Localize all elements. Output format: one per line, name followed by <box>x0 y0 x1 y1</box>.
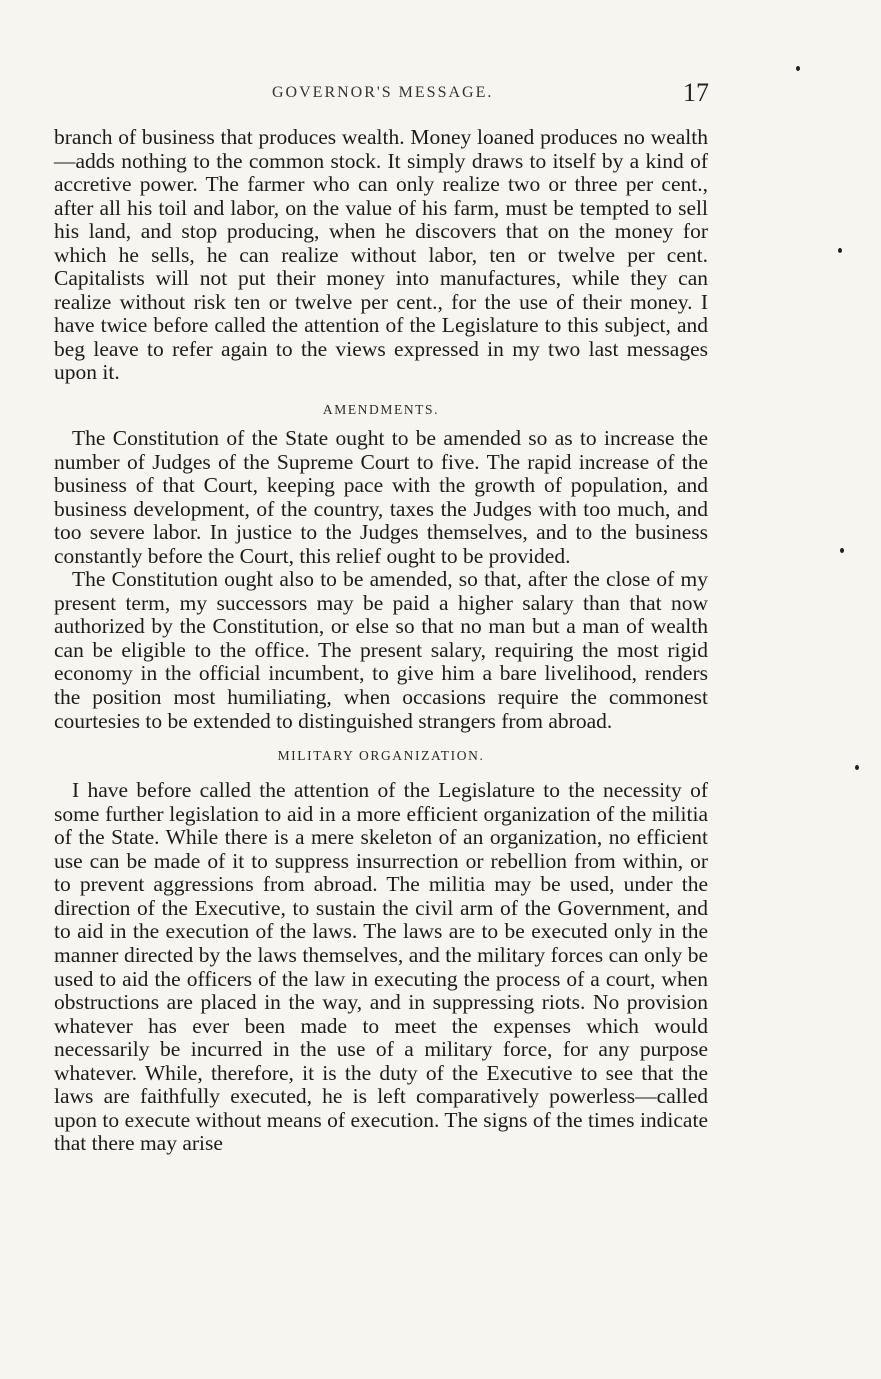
heading-amendments: AMENDMENTS. <box>322 402 440 418</box>
heading-military-organization: MILITARY ORGANIZATION. <box>277 748 485 764</box>
ink-speck <box>855 765 859 770</box>
paragraph-amendments-2: The Constitution ought also to be amended, so that, after the close of my present term, my successors may be paid a higher salary than that now authorized by the Constitution, or else so that no man but a man of wealth can be eligible to the office. The present salary, requiring the most rigid economy in the official incumbent, to give him a bare livelihood, renders the position most humiliating, when occasions require the commonest courtesies to be extended to distinguished strangers from abroad. <box>54 567 708 733</box>
running-title: GOVERNOR'S MESSAGE. <box>272 84 494 101</box>
ink-speck <box>840 548 844 553</box>
ink-speck <box>796 66 800 71</box>
paragraph-military: I have before called the attention of the Legislature to the necessity of some further legislation to aid in a more efficient organization of the militia of the State. While there is a mere skeleton of an organization, no efficient use can be made of it to suppress insurrection or rebellion from within, or to prevent aggressions from abroad. The militia may be used, under the direction of the Executive, to sustain the civil arm of the Government, and to aid in the execution of the laws. The laws are to be executed only in the manner directed by the laws themselves, and the military forces can only be used to aid the officers of the law in executing the process of a court, when obstructions are placed in the way, and in suppressing riots. No provision whatever has ever been made to meet the expenses which would necessarily be incurred in the use of a military force, for any purpose whatever. While, therefore, it is the duty of the Executive to see that the laws are faithfully executed, he is left comparatively powerless—called upon to execute without means of execution. The signs of the times indicate that there may arise <box>54 778 708 1156</box>
paragraph-continued: branch of business that produces wealth. Money loaned produces no wealth—adds nothing to the common stock. It simply draws to itself by a kind of accretive power. The farmer who can only realize two or three per cent., after all his toil and labor, on the value of his farm, must be tempted to sell his land, and stop producing, when he discovers that on the money for which he sells, he can realize without labor, ten or twelve per cent. Capitalists will not put their money into manufactures, while they can realize without risk ten or twelve per cent., for the use of their money. I have twice before called the attention of the Legislature to this subject, and beg leave to refer again to the views expressed in my two last messages upon it. <box>54 125 708 385</box>
running-head <box>0 78 881 112</box>
ink-speck <box>838 248 842 253</box>
page-number: 17 <box>683 78 709 107</box>
paragraph-amendments-1: The Constitution of the State ought to be amended so as to increase the number of Judges of the Supreme Court to five. The rapid increase of the business of that Court, keeping pace with the growth of population, and business development, of the country, taxes the Judges with too much, and too severe labor. In justice to the Judges themselves, and to the business constantly before the Court, this relief ought to be provided. <box>54 426 708 568</box>
body-text <box>54 126 708 1156</box>
